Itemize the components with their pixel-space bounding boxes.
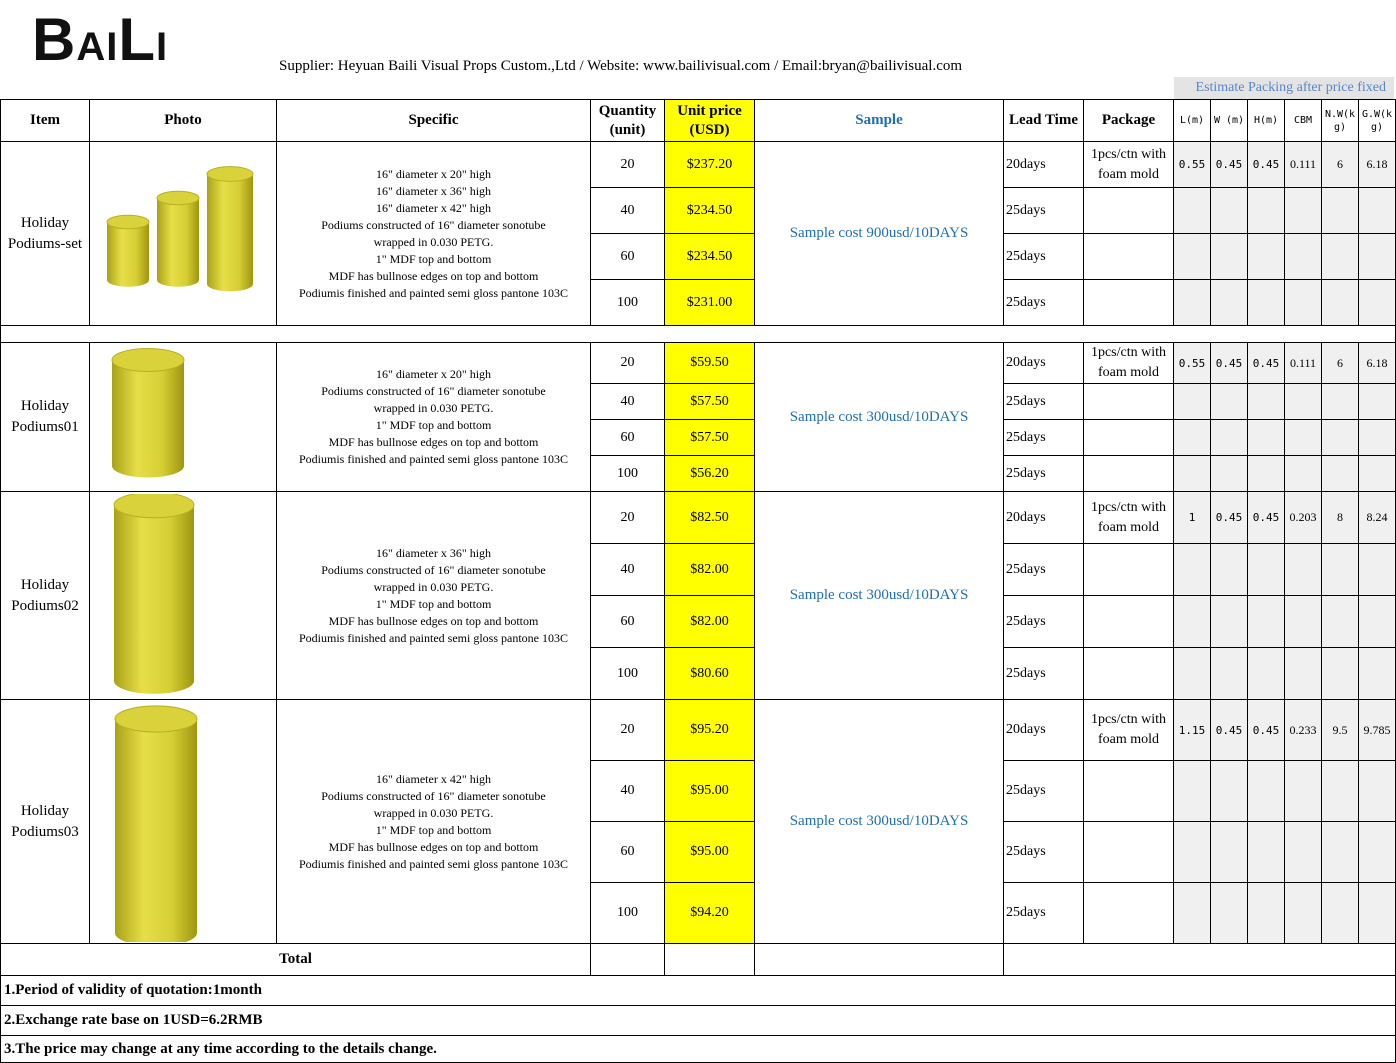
podium-cylinder <box>114 494 194 694</box>
quantity-cell: 100 <box>591 280 665 326</box>
packing-empty-cell <box>1174 188 1211 234</box>
packing-net-weight: 6 <box>1322 343 1359 384</box>
packing-width: 0.45 <box>1211 492 1248 544</box>
unit-price-cell: $57.50 <box>665 384 755 420</box>
packing-empty-cell <box>1174 544 1211 596</box>
packing-length: 0.55 <box>1174 343 1211 384</box>
package-cell <box>1084 648 1174 700</box>
packing-empty-cell <box>1211 188 1248 234</box>
product-rows <box>1 142 1396 1063</box>
col-quantity: Quantity (unit) <box>591 100 665 142</box>
package-cell <box>1084 420 1174 456</box>
packing-empty-cell <box>1174 234 1211 280</box>
packing-height: 0.45 <box>1248 142 1285 188</box>
photo-cell <box>90 343 277 492</box>
table-row <box>1 142 1396 188</box>
unit-price-cell: $82.50 <box>665 492 755 544</box>
packing-empty-cell <box>1322 280 1359 326</box>
package-cell <box>1084 280 1174 326</box>
packing-empty-cell <box>1285 384 1322 420</box>
packing-empty-cell <box>1248 648 1285 700</box>
packing-width: 0.45 <box>1211 700 1248 761</box>
unit-price-cell: $80.60 <box>665 648 755 700</box>
packing-empty-cell <box>1211 384 1248 420</box>
packing-length: 1.15 <box>1174 700 1211 761</box>
supplier-line: Supplier: Heyuan Baili Visual Props Custom.,Ltd / Website: www.bailivisual.com / Email:bryan@bailivisual.com <box>279 58 963 74</box>
unit-price-cell: $231.00 <box>665 280 755 326</box>
podium-photo <box>90 144 276 324</box>
quantity-cell: 60 <box>591 596 665 648</box>
packing-height: 0.45 <box>1248 492 1285 544</box>
packing-empty-cell <box>1248 420 1285 456</box>
packing-empty-cell <box>1322 420 1359 456</box>
packing-empty-cell <box>1359 384 1396 420</box>
packing-empty-cell <box>1248 761 1285 822</box>
packing-empty-cell <box>1174 456 1211 492</box>
packing-empty-cell <box>1285 761 1322 822</box>
packing-empty-cell <box>1285 188 1322 234</box>
packing-empty-cell <box>1322 456 1359 492</box>
table-row <box>1 343 1396 384</box>
lead-time-cell: 20days <box>1004 492 1084 544</box>
packing-empty-cell <box>1322 883 1359 944</box>
podium-cylinder <box>112 348 184 477</box>
item-name: Holiday Podiums03 <box>1 700 90 944</box>
podium-cylinder <box>207 166 253 291</box>
lead-time-cell: 25days <box>1004 596 1084 648</box>
lead-time-cell: 25days <box>1004 456 1084 492</box>
quantity-cell: 60 <box>591 234 665 280</box>
photo-cell <box>90 142 277 326</box>
item-name: Holiday Podiums02 <box>1 492 90 700</box>
quantity-cell: 20 <box>591 492 665 544</box>
packing-cbm: 0.111 <box>1285 343 1322 384</box>
packing-empty-cell <box>1322 596 1359 648</box>
unit-price-cell: $82.00 <box>665 596 755 648</box>
quantity-cell: 100 <box>591 648 665 700</box>
packing-empty-cell <box>1248 544 1285 596</box>
packing-empty-cell <box>1359 544 1396 596</box>
lead-time-cell: 20days <box>1004 142 1084 188</box>
packing-empty-cell <box>1285 280 1322 326</box>
unit-price-cell: $56.20 <box>665 456 755 492</box>
sample-cost: Sample cost 300usd/10DAYS <box>755 700 1004 944</box>
package-cell <box>1084 544 1174 596</box>
package-cell: 1pcs/ctn with foam mold <box>1084 343 1174 384</box>
logo-letter-i: I <box>156 25 169 69</box>
unit-price-cell: $234.50 <box>665 234 755 280</box>
total-price <box>665 944 755 976</box>
packing-empty-cell <box>1211 883 1248 944</box>
package-cell: 1pcs/ctn with foam mold <box>1084 700 1174 761</box>
packing-empty-cell <box>1359 456 1396 492</box>
packing-empty-cell <box>1248 822 1285 883</box>
packing-empty-cell <box>1359 648 1396 700</box>
podium-cylinder <box>157 191 199 286</box>
col-gross-weight: G.W(kg) <box>1359 100 1396 142</box>
col-sample: Sample <box>755 100 1004 142</box>
unit-price-cell: $59.50 <box>665 343 755 384</box>
packing-empty-cell <box>1322 188 1359 234</box>
estimate-packing-note: Estimate Packing after price fixed <box>1174 77 1394 99</box>
col-lead-time: Lead Time <box>1004 100 1084 142</box>
spec-text: 16" diameter x 20" high Podiums constructed of 16" diameter sonotube wrapped in 0.030 PETG. 1" MDF top and bottom MDF has bullnose edges on top and bottom Podiumis finished and painted semi gloss pantone 103C <box>277 343 591 492</box>
packing-gross-weight: 8.24 <box>1359 492 1396 544</box>
packing-empty-cell <box>1359 420 1396 456</box>
quantity-cell: 20 <box>591 343 665 384</box>
table-row <box>1 492 1396 544</box>
packing-cbm: 0.111 <box>1285 142 1322 188</box>
baili-logo <box>32 6 169 73</box>
packing-empty-cell <box>1248 234 1285 280</box>
unit-price-cell: $94.20 <box>665 883 755 944</box>
packing-empty-cell <box>1322 822 1359 883</box>
packing-empty-cell <box>1285 596 1322 648</box>
unit-price-cell: $95.00 <box>665 822 755 883</box>
packing-empty-cell <box>1322 544 1359 596</box>
spec-text: 16" diameter x 42" high Podiums constructed of 16" diameter sonotube wrapped in 0.030 PETG. 1" MDF top and bottom MDF has bullnose edges on top and bottom Podiumis finished and painted semi gloss pantone 103C <box>277 700 591 944</box>
package-cell: 1pcs/ctn with foam mold <box>1084 492 1174 544</box>
sample-cost: Sample cost 900usd/10DAYS <box>755 142 1004 326</box>
packing-empty-cell <box>1322 234 1359 280</box>
packing-empty-cell <box>1174 384 1211 420</box>
col-height: H(m) <box>1248 100 1285 142</box>
spec-text: 16" diameter x 20" high 16" diameter x 36" high 16" diameter x 42" high Podiums constructed of 16" diameter sonotube wrapped in 0.030 PETG. 1" MDF top and bottom MDF has bullnose edges on top and bottom Podiumis finished and painted semi gloss pantone 103C <box>277 142 591 326</box>
packing-empty-cell <box>1359 596 1396 648</box>
quantity-cell: 20 <box>591 700 665 761</box>
packing-empty-cell <box>1174 883 1211 944</box>
col-net-weight: N.W(kg) <box>1322 100 1359 142</box>
lead-time-cell: 25days <box>1004 280 1084 326</box>
note-row <box>1 1036 1396 1063</box>
packing-net-weight: 9.5 <box>1322 700 1359 761</box>
col-item: Item <box>1 100 90 142</box>
lead-time-cell: 25days <box>1004 234 1084 280</box>
packing-empty-cell <box>1248 280 1285 326</box>
podium-cylinder <box>107 215 149 286</box>
packing-empty-cell <box>1211 456 1248 492</box>
packing-height: 0.45 <box>1248 700 1285 761</box>
unit-price-cell: $95.00 <box>665 761 755 822</box>
lead-time-cell: 25days <box>1004 883 1084 944</box>
col-specific: Specific <box>277 100 591 142</box>
packing-empty-cell <box>1322 761 1359 822</box>
item-name: Holiday Podiums01 <box>1 343 90 492</box>
note-text: 2.Exchange rate base on 1USD=6.2RMB <box>1 1006 1396 1036</box>
total-quantity <box>591 944 665 976</box>
unit-price-cell: $234.50 <box>665 188 755 234</box>
total-sample <box>755 944 1004 976</box>
header-row <box>1 100 1396 142</box>
packing-empty-cell <box>1285 883 1322 944</box>
packing-empty-cell <box>1322 384 1359 420</box>
package-cell <box>1084 596 1174 648</box>
packing-empty-cell <box>1211 544 1248 596</box>
packing-length: 0.55 <box>1174 142 1211 188</box>
col-width: W (m) <box>1211 100 1248 142</box>
packing-empty-cell <box>1359 761 1396 822</box>
unit-price-cell: $57.50 <box>665 420 755 456</box>
lead-time-cell: 25days <box>1004 648 1084 700</box>
logo-letter-l: L <box>118 6 156 73</box>
packing-empty-cell <box>1248 384 1285 420</box>
packing-empty-cell <box>1285 648 1322 700</box>
packing-empty-cell <box>1174 648 1211 700</box>
quotation-table <box>0 99 1396 1063</box>
col-length: L(m) <box>1174 100 1211 142</box>
packing-empty-cell <box>1174 822 1211 883</box>
quantity-cell: 40 <box>591 384 665 420</box>
quantity-cell: 20 <box>591 142 665 188</box>
note-row <box>1 976 1396 1006</box>
podium-photo <box>90 494 276 698</box>
logo-letters-ai: AI <box>76 25 119 69</box>
unit-price-cell: $237.20 <box>665 142 755 188</box>
packing-empty-cell <box>1322 648 1359 700</box>
note-text: 3.The price may change at any time according to the details change. <box>1 1036 1396 1063</box>
packing-empty-cell <box>1285 456 1322 492</box>
note-text: 1.Period of validity of quotation:1month <box>1 976 1396 1006</box>
packing-height: 0.45 <box>1248 343 1285 384</box>
packing-width: 0.45 <box>1211 343 1248 384</box>
package-cell <box>1084 761 1174 822</box>
package-cell: 1pcs/ctn with foam mold <box>1084 142 1174 188</box>
packing-empty-cell <box>1285 234 1322 280</box>
note-row <box>1 1006 1396 1036</box>
packing-empty-cell <box>1211 596 1248 648</box>
packing-empty-cell <box>1359 188 1396 234</box>
separator-row <box>1 326 1396 343</box>
quantity-cell: 40 <box>591 188 665 234</box>
podium-photo <box>90 702 276 942</box>
lead-time-cell: 25days <box>1004 420 1084 456</box>
lead-time-cell: 20days <box>1004 700 1084 761</box>
package-cell <box>1084 456 1174 492</box>
quantity-cell: 40 <box>591 544 665 596</box>
lead-time-cell: 25days <box>1004 384 1084 420</box>
table-row <box>1 700 1396 761</box>
packing-gross-weight: 6.18 <box>1359 343 1396 384</box>
packing-empty-cell <box>1174 761 1211 822</box>
lead-time-cell: 20days <box>1004 343 1084 384</box>
podium-photo <box>90 347 276 487</box>
packing-empty-cell <box>1211 420 1248 456</box>
packing-empty-cell <box>1211 280 1248 326</box>
lead-time-cell: 25days <box>1004 188 1084 234</box>
packing-empty-cell <box>1211 822 1248 883</box>
packing-empty-cell <box>1248 596 1285 648</box>
package-cell <box>1084 384 1174 420</box>
package-cell <box>1084 822 1174 883</box>
logo-letter-b: B <box>32 6 77 73</box>
item-name: Holiday Podiums-set <box>1 142 90 326</box>
quantity-cell: 60 <box>591 420 665 456</box>
unit-price-cell: $82.00 <box>665 544 755 596</box>
photo-cell <box>90 700 277 944</box>
packing-empty-cell <box>1248 456 1285 492</box>
packing-cbm: 0.203 <box>1285 492 1322 544</box>
packing-empty-cell <box>1359 883 1396 944</box>
col-unit-price: Unit price (USD) <box>665 100 755 142</box>
packing-gross-weight: 9.785 <box>1359 700 1396 761</box>
packing-empty-cell <box>1285 544 1322 596</box>
packing-empty-cell <box>1211 648 1248 700</box>
packing-width: 0.45 <box>1211 142 1248 188</box>
packing-empty-cell <box>1285 822 1322 883</box>
package-cell <box>1084 883 1174 944</box>
packing-cbm: 0.233 <box>1285 700 1322 761</box>
packing-empty-cell <box>1359 822 1396 883</box>
packing-gross-weight: 6.18 <box>1359 142 1396 188</box>
quantity-cell: 40 <box>591 761 665 822</box>
lead-time-cell: 25days <box>1004 544 1084 596</box>
lead-time-cell: 25days <box>1004 761 1084 822</box>
separator-cell <box>1 326 1396 343</box>
podium-cylinder <box>115 705 197 941</box>
packing-empty-cell <box>1248 188 1285 234</box>
packing-empty-cell <box>1174 420 1211 456</box>
spec-text: 16" diameter x 36" high Podiums constructed of 16" diameter sonotube wrapped in 0.030 PETG. 1" MDF top and bottom MDF has bullnose edges on top and bottom Podiumis finished and painted semi gloss pantone 103C <box>277 492 591 700</box>
sample-cost: Sample cost 300usd/10DAYS <box>755 492 1004 700</box>
total-label: Total <box>1 944 591 976</box>
packing-empty-cell <box>1248 883 1285 944</box>
packing-empty-cell <box>1174 280 1211 326</box>
sample-cost: Sample cost 300usd/10DAYS <box>755 343 1004 492</box>
package-cell <box>1084 188 1174 234</box>
total-rest <box>1004 944 1396 976</box>
packing-net-weight: 8 <box>1322 492 1359 544</box>
quantity-cell: 100 <box>591 456 665 492</box>
packing-empty-cell <box>1211 761 1248 822</box>
packing-length: 1 <box>1174 492 1211 544</box>
package-cell <box>1084 234 1174 280</box>
col-package: Package <box>1084 100 1174 142</box>
packing-empty-cell <box>1359 280 1396 326</box>
total-row <box>1 944 1396 976</box>
photo-cell <box>90 492 277 700</box>
quantity-cell: 100 <box>591 883 665 944</box>
packing-empty-cell <box>1285 420 1322 456</box>
col-photo: Photo <box>90 100 277 142</box>
packing-empty-cell <box>1211 234 1248 280</box>
packing-net-weight: 6 <box>1322 142 1359 188</box>
unit-price-cell: $95.20 <box>665 700 755 761</box>
lead-time-cell: 25days <box>1004 822 1084 883</box>
quantity-cell: 60 <box>591 822 665 883</box>
packing-empty-cell <box>1359 234 1396 280</box>
packing-empty-cell <box>1174 596 1211 648</box>
col-cbm: CBM <box>1285 100 1322 142</box>
